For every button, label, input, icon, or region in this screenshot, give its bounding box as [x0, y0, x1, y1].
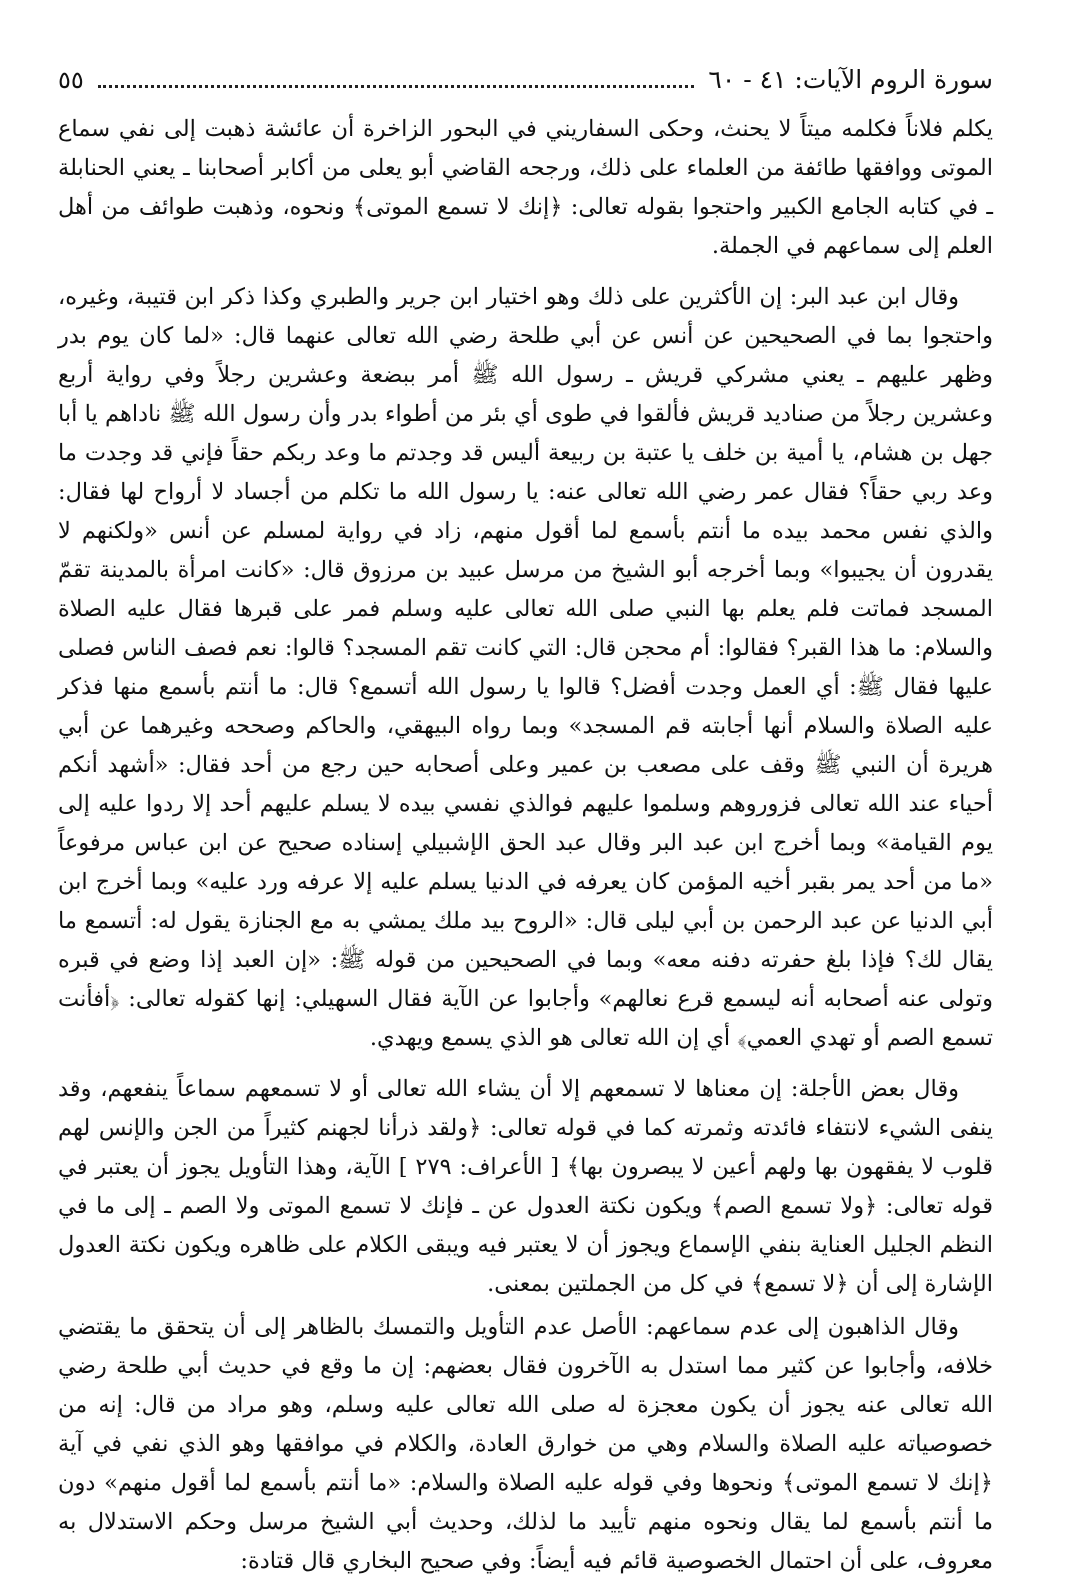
leader-dots — [98, 67, 695, 88]
paragraph-3: وقال بعض الأجلة: إن معناها لا تسمعهم إلا أن يشاء الله تعالى أو لا تسمعهم سماعاً ينفعهم، وقد ينفى الشيء لانتفاء فائدته وثمرته كما في قوله تعالى: ﴿ولقد ذرأنا لجهنم كثيراً من الجن والإنس لهم قلوب لا يفقهون بها ولهم أعين لا يبصرون بها﴾ [ الأعراف: ٢٧٩ ] الآية، وهذا التأويل يجوز أن يعتبر في قوله تعالى: ﴿ولا تسمع الصم﴾ ويكون نكتة العدول عن ـ فإنك لا تسمع الموتى ولا الصم ـ إلى ما في النظم الجليل العناية بنفي الإسماع ويجوز أن لا يعتبر فيه ويبقى الكلام على ظاهره ويكون نكتة العدول الإشارة إلى أن ﴿لا تسمع﴾ في كل من الجملتين بمعنى. — [58, 1076, 993, 1297]
paragraph-1: يكلم فلاناً فكلمه ميتاً لا يحنث، وحكى السفاريني في البحور الزاخرة أن عائشة ذهبت إلى نفي سماع الموتى ووافقها طائفة من العلماء على ذلك، ورجحه القاضي أبو يعلى من أكابر أصحابنا ـ يعني الحنابلة ـ في كتابه الجامع الكبير واحتجوا بقوله تعالى: ﴿إنك لا تسمع الموتى﴾ ونحوه، وذهبت طوائف من أهل العلم إلى سماعهم في الجملة. — [58, 116, 993, 259]
running-header — [58, 62, 993, 98]
page-number: ٥٥ — [58, 66, 84, 94]
paragraph-2: وقال ابن عبد البر: إن الأكثرين على ذلك وهو اختيار ابن جرير والطبري وكذا ذكر ابن قتيبة، وغيره، واحتجوا بما في الصحيحين عن أنس عن أبي طلحة رضي الله تعالى عنهما قال: «لما كان يوم بدر وظهر عليهم ـ يعني مشركي قريش ـ رسول الله ﷺ أمر ببضعة وعشرين رجلاً وفي رواية أربع وعشرين رجلاً من صناديد قريش فألقوا في طوى أي بئر من أطواء بدر وأن رسول الله ﷺ ناداهم يا أبا جهل بن هشام، يا أمية بن خلف يا عتبة بن ربيعة أليس قد وجدتم ما وعد ربكم حقاً فإني قد وجدت ما وعد ربي حقاً؟ فقال عمر رضي الله تعالى عنه: يا رسول الله ما تكلم من أجساد لا أرواح لها فقال: والذي نفس محمد بيده ما أنتم بأسمع لما أقول منهم، زاد في رواية لمسلم عن أنس «ولكنهم لا يقدرون أن يجيبوا» وبما أخرجه أبو الشيخ من مرسل عبيد بن مرزوق قال: «كانت امرأة بالمدينة تقمّ المسجد فماتت فلم يعلم بها النبي صلى الله تعالى عليه وسلم فمر على قبرها فقال عليه الصلاة والسلام: ما هذا القبر؟ فقالوا: أم محجن قال: التي كانت تقم المسجد؟ قالوا: نعم فصف الناس فصلى عليها فقال ﷺ: أي العمل وجدت أفضل؟ قالوا يا رسول الله أتسمع؟ قال: ما أنتم بأسمع منها فذكر عليه الصلاة والسلام أنها أجابته قم المسجد» وبما رواه البيهقي، والحاكم وصححه وغيرهما عن أبي هريرة أن النبي ﷺ وقف على مصعب بن عمير وعلى أصحابه حين رجع من أحد فقال: «أشهد أنكم أحياء عند الله تعالى فزوروهم وسلموا عليهم فوالذي نفسي بيده لا يسلم عليهم أحد إلا ردوا عليه إلى يوم القيامة» وبما أخرج ابن عبد البر وقال عبد الحق الإشبيلي إسناده صحيح عن ابن عباس مرفوعاً «ما من أحد يمر بقبر أخيه المؤمن كان يعرفه في الدنيا يسلم عليه إلا عرفه ورد عليه» وبما أخرج ابن أبي الدنيا عن عبد الرحمن بن أبي ليلى قال: «الروح بيد ملك يمشي به مع الجنازة يقول له: أتسمع ما يقال لك؟ فإذا بلغ حفرته دفنه معه» وبما في الصحيحين من قوله ﷺ: «إن العبد إذا وضع في قبره وتولى عنه أصحابه أنه ليسمع قرع نعالهم» وأجابوا عن الآية فقال السهيلي: إنها كقوله تعالى: ﴿أفأنت تسمع الصم أو تهدي العمي﴾ أي إن الله تعالى هو الذي يسمع ويهدي. — [58, 284, 993, 1051]
paragraph-4: وقال الذاهبون إلى عدم سماعهم: الأصل عدم التأويل والتمسك بالظاهر إلى أن يتحقق ما يقتضي خلافه، وأجابوا عن كثير مما استدل به الآخرون فقال بعضهم: إن ما وقع في حديث أبي طلحة رضي الله تعالى عنه يجوز أن يكون معجزة له صلى الله تعالى عليه وسلم، وهو مراد من قال: إنه من خصوصياته عليه الصلاة والسلام وهي من خوارق العادة، والكلام في موافقها وهو الذي نفي في آية ﴿إنك لا تسمع الموتى﴾ ونحوها وفي قوله عليه الصلاة والسلام: «ما أنتم بأسمع لما أقول منهم» دون ما أنتم بأسمع لما يقال ونحوه منهم تأييد ما لذلك، وحديث أبي الشيخ مرسل وحكم الاستدلال به معروف، على أن احتمال الخصوصية قائم فيه أيضاً: وفي صحيح البخاري قال قتادة: — [58, 1314, 993, 1574]
surah-title: سورة الروم الآيات: ٤١ - ٦٠ — [708, 65, 993, 94]
